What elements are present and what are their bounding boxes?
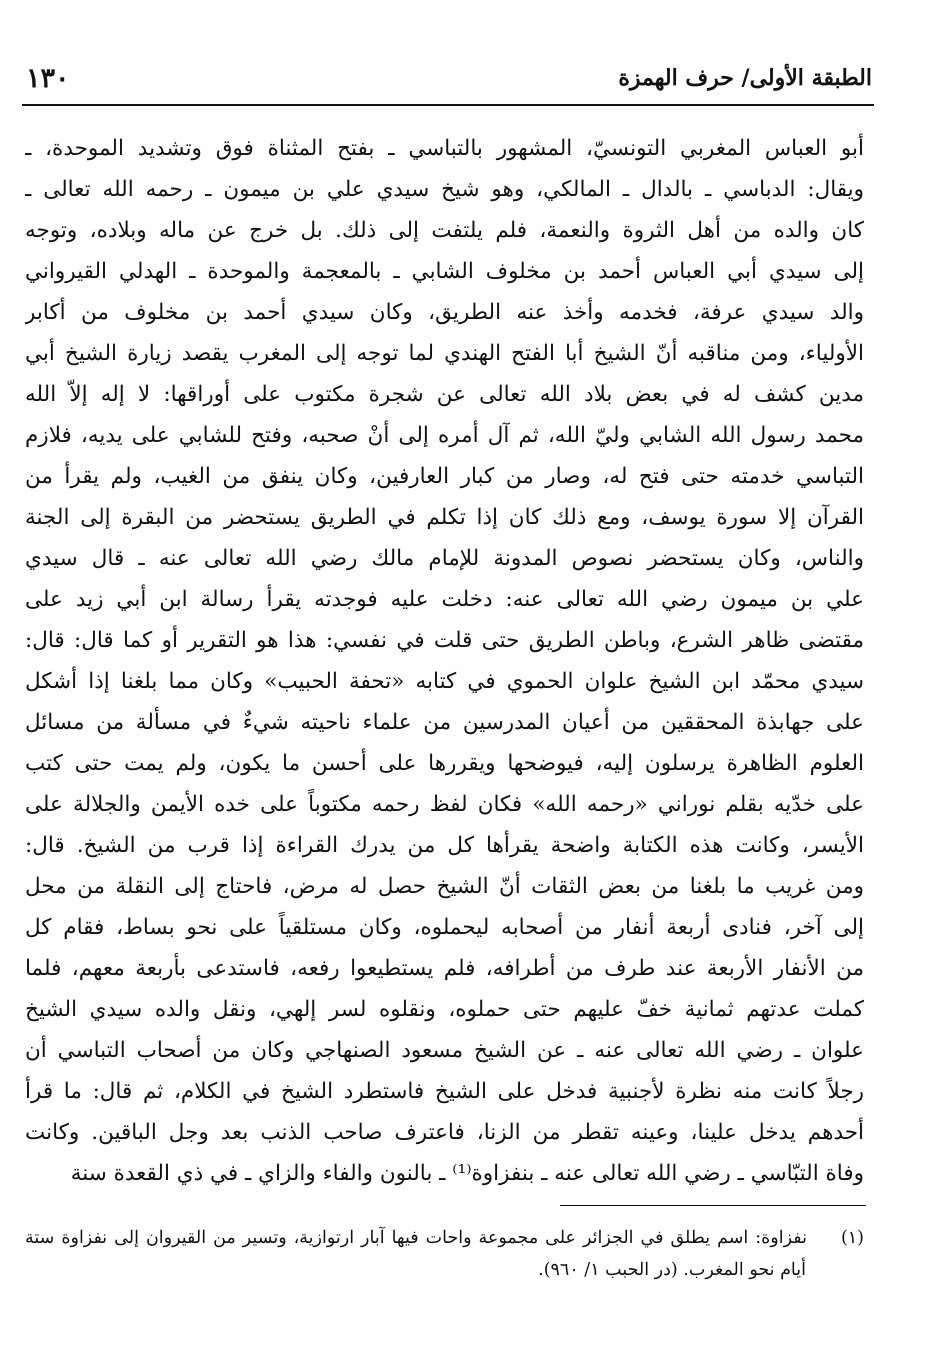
- footnote-rule: [560, 1205, 866, 1206]
- text-line: كملت عدتهم ثمانية خفّ عليهم حتى حملوه، ونقلوه لسر إلهي، ونقل والده سيدي الشيخ: [25, 997, 864, 1022]
- text-line: محمد رسول الله الشابي وليّ الله، ثم آل أمره إلى أنْ صحبه، وفتح للشابي على يديه، فلازم: [25, 423, 864, 448]
- text-line: الأيسر، وكانت هذه الكتابة واضحة يقرأها كل من يدرك القراءة إذا قرب من الشيخ. قال:: [25, 833, 864, 858]
- text-line: مدين كشف له في بعض بلاد الله تعالى عن شجرة مكتوب على أوراقها: لا إله إلاّ الله: [25, 382, 864, 407]
- footnote: [25, 1222, 864, 1286]
- text-line: ويقال: الدباسي ـ بالدال ـ المالكي، وهو شيخ سيدي علي بن ميمون ـ رحمه الله تعالى ـ: [25, 177, 864, 202]
- running-title: الطبقة الأولى/ حرف الهمزة: [618, 65, 872, 91]
- text-line: العلوم الظاهرة يرسلون إليه، فيوضحها ويقررها على أحسن ما يكون، ولم يمت حتى كتب: [25, 751, 864, 776]
- footnote-text: نفزاوة: اسم يطلق في الجزائر على مجموعة واحات فيها آبار ارتوازية، وتسير من القيروان إلى نفزاوة ستة: [25, 1228, 807, 1248]
- text-line: سيدي محمّد ابن الشيخ علوان الحموي في كتابه «تحفة الحبيب» وكان مما بلغنا إذا أشكل: [25, 669, 864, 694]
- page-header: [26, 58, 872, 98]
- text-line: من الأنفار الأربعة عند طرف من أطرافه، فلم يستطيعوا رفعه، فاستدعى بأربعة معهم، فلما: [25, 956, 864, 981]
- text-line: إلى سيدي أبي العباس أحمد بن مخلوف الشابي ـ بالمعجمة والموحدة ـ الهدلي القيرواني: [25, 259, 864, 284]
- text-line: علوان ـ رضي الله تعالى عنه ـ عن الشيخ مسعود الصنهاجي وكان من أصحاب التباسي أن: [25, 1038, 864, 1063]
- text-line: كان والده من أهل الثروة والنعمة، فلم يلتفت إلى ذلك. بل خرج عن ماله وبلاده، وتوجه: [25, 218, 864, 243]
- text-line: القرآن إلا سورة يوسف، ومع ذلك كان إذا تكلم في الطريق يستحضر من البقرة إلى الجنة: [25, 505, 864, 530]
- text-line: الأولياء، ومن مناقبه أنّ الشيخ أبا الفتح الهندي لما توجه إلى المغرب يقصد زيارة الشيخ أبي: [25, 341, 864, 366]
- main-text: [25, 128, 864, 1194]
- text-line: على خدّيه بقلم نوراني «رحمه الله» فكان لفظ رحمه مكتوباً على خده الأيمن والجلالة على: [25, 792, 864, 817]
- text-line: علي بن ميمون رضي الله تعالى عنه: دخلت عليه فوجدته يقرأ رسالة ابن أبي زيد على: [25, 587, 864, 612]
- text-line: والناس، وكان يستحضر نصوص المدونة للإمام مالك رضي الله تعالى عنه ـ قال سيدي: [25, 546, 864, 571]
- text-line: رجلاً كانت منه نظرة لأجنبية فدخل على الشيخ فاستطرد الشيخ في الكلام، ثم قال: ما قرأ: [25, 1079, 864, 1104]
- text-line: وفاة التبّاسي ـ رضي الله تعالى عنه ـ بنفزاوة⁽¹⁾ ـ بالنون والفاء والزاي ـ في ذي القعدة سنة: [70, 1161, 864, 1186]
- text-line: ومن غريب ما بلغنا من بعض الثقات أنّ الشيخ حصل له مرض، فاحتاج إلى النقلة من محل: [25, 874, 864, 899]
- header-rule: [22, 104, 874, 106]
- footnote-line: أيام نحو المغرب. (در الحبب ١/ ٩٦٠).: [538, 1260, 806, 1280]
- text-line: أحدهم يدخل علينا، وعينه تقطر من الزنا، فاعترف صاحب الذنب بعد وجل الباقين. وكانت: [25, 1120, 864, 1145]
- text-line: والد سيدي عرفة، فخدمه وأخذ عنه الطريق، وكان سيدي أحمد بن مخلوف من أكابر: [25, 300, 864, 325]
- page-number: ١٣٠: [26, 62, 70, 94]
- text-line: مقتضى ظاهر الشرع، وباطن الطريق حتى قلت في نفسي: هذا هو التقرير أو كما قال: قال:: [25, 628, 864, 653]
- text-line: التباسي خدمته حتى فتح له، وصار من كبار العارفين، وكان ينفق من الغيب، ولم يقرأ من: [25, 464, 864, 489]
- text-line: أبو العباس المغربي التونسيّ، المشهور بالتباسي ـ بفتح المثناة فوق وتشديد الموحدة، ـ: [25, 136, 864, 161]
- footnote-line: [25, 1222, 864, 1254]
- text-line: على جهابذة المحققين من أعيان المدرسين من علماء ناحيته شيءٌ في مسألة من مسائل: [25, 710, 864, 735]
- text-line: إلى آخر، فنادى أربعة أنفار من أصحابه ليحملوه، وكان مستلقياً على نحو بساط، فقام كل: [25, 915, 864, 940]
- footnote-marker: (١): [840, 1228, 864, 1248]
